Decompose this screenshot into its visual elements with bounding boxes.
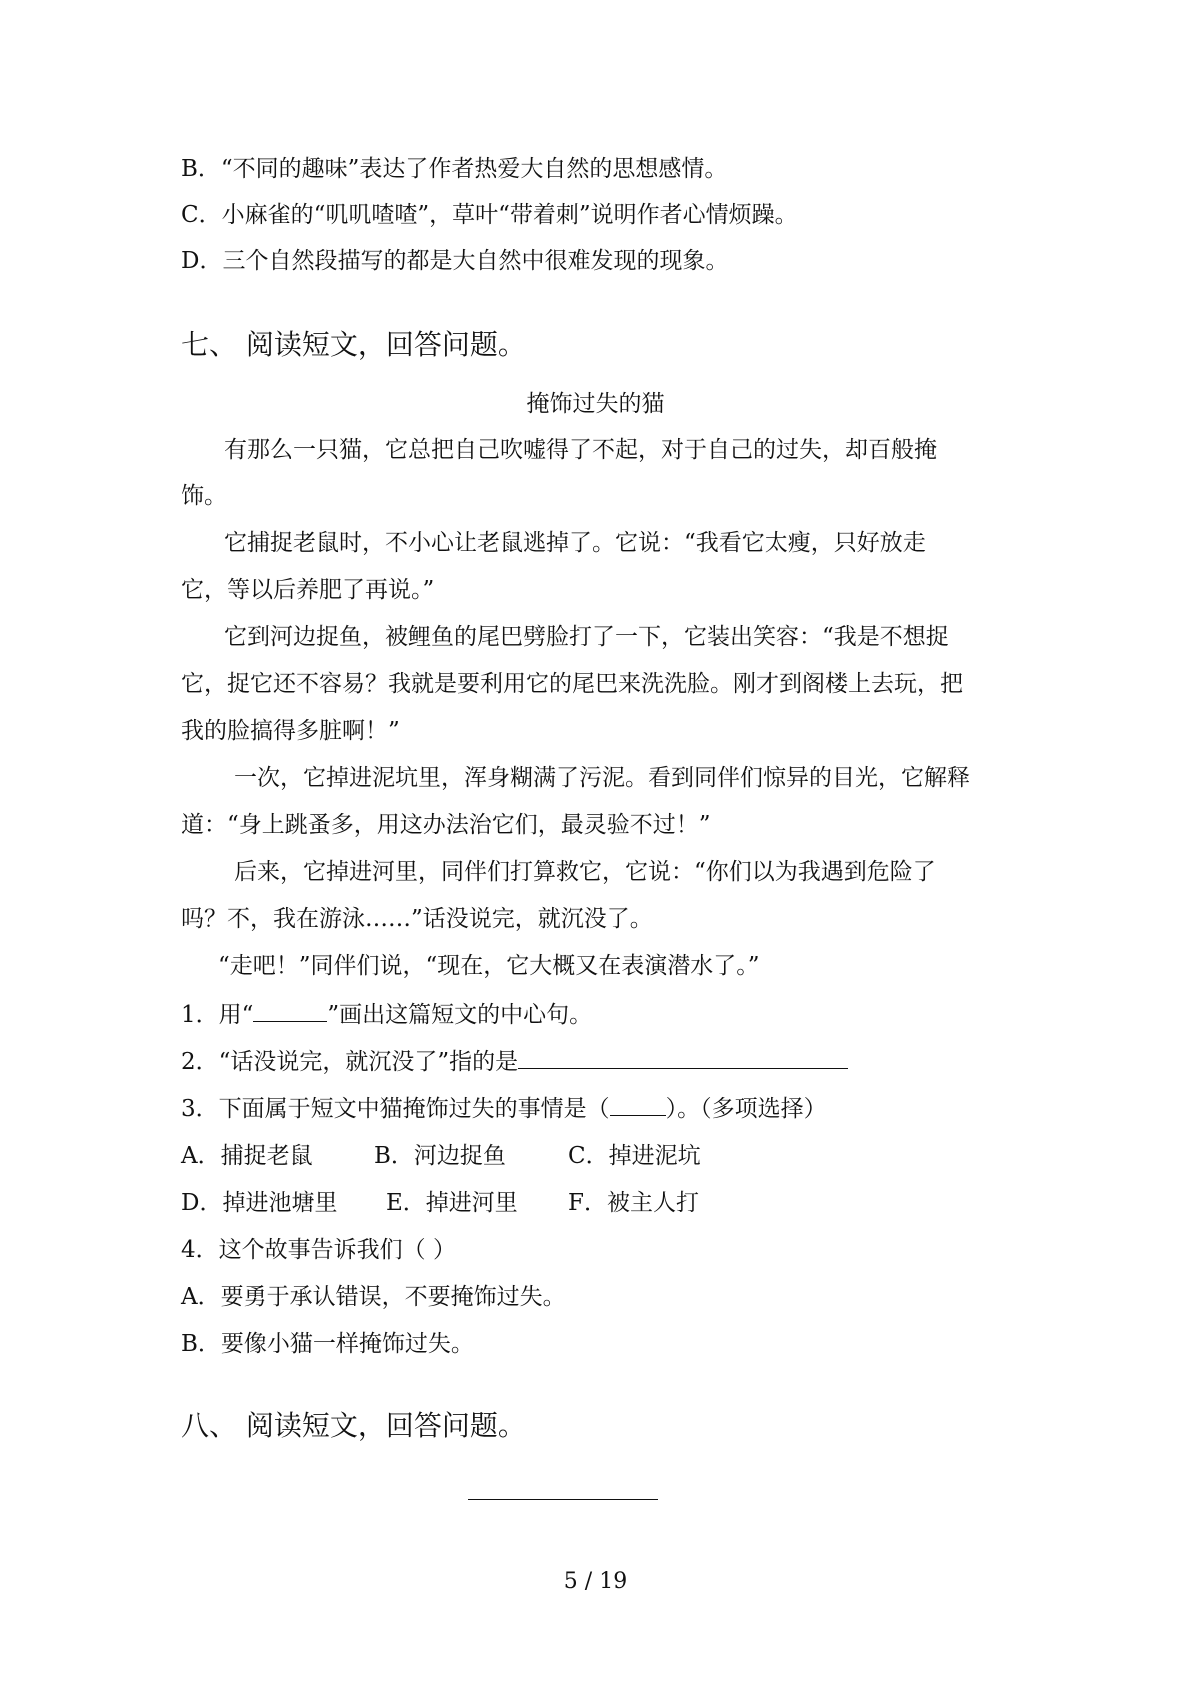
section-7-heading: 七、 阅读短文，回答问题。	[181, 328, 526, 361]
option-b-riverside-fishing: B．河边捉鱼	[374, 1143, 506, 1169]
story-line-10: 后来，它掉进河里，同伴们打算救它，它说：“你们以为我遇到危险了	[234, 859, 936, 885]
question-4-option-b: B．要像小猫一样掩饰过失。	[181, 1331, 474, 1357]
option-b: B．“不同的趣味”表达了作者热爱大自然的思想感情。	[181, 156, 728, 182]
story-line-1: 有那么一只猫，它总把自己吹嘘得了不起，对于自己的过失，却百般掩	[224, 437, 937, 463]
question-2-answer-blank[interactable]	[518, 1046, 848, 1069]
question-3-suffix: ）。（多项选择）	[665, 1096, 827, 1122]
story-line-6: 它，捉它还不容易？我就是要利用它的尾巴来洗洗脸。刚才到阁楼上去玩，把	[181, 671, 963, 697]
question-4-option-a: A．要勇于承认错误，不要掩饰过失。	[181, 1284, 566, 1310]
question-1-prefix: 1．用“	[181, 1002, 254, 1028]
story-line-11: 吗？不，我在游泳……”话没说完，就沉没了。	[181, 906, 653, 932]
footer-rule	[468, 1499, 658, 1500]
option-e-river: E．掉进河里	[386, 1190, 518, 1216]
question-4: 4．这个故事告诉我们（ ）	[181, 1237, 456, 1263]
question-2	[181, 1046, 848, 1077]
option-d-pond: D．掉进池塘里	[181, 1190, 338, 1216]
story-line-7: 我的脸搞得多脏啊！”	[181, 718, 400, 744]
story-line-9: 道：“身上跳蚤多，用这办法治它们，最灵验不过！”	[181, 812, 711, 838]
story-line-4: 它，等以后养肥了再说。”	[181, 577, 435, 603]
question-1-underline-sample	[253, 999, 327, 1022]
option-d: D．三个自然段描写的都是大自然中很难发现的现象。	[181, 248, 729, 274]
question-3-prefix: 3．下面属于短文中猫掩饰过失的事情是（	[181, 1096, 610, 1122]
option-f-beaten-by-owner: F．被主人打	[568, 1190, 699, 1216]
question-2-text: 2．“话没说完，就沉没了”指的是	[181, 1049, 519, 1075]
story-line-8: 一次，它掉进泥坑里，浑身糊满了污泥。看到同伴们惊异的目光，它解释	[234, 765, 970, 791]
question-1-suffix: ”画出这篇短文的中心句。	[327, 1002, 593, 1028]
question-3	[181, 1093, 827, 1124]
section-8-heading: 八、 阅读短文，回答问题。	[181, 1409, 526, 1442]
question-1	[181, 999, 592, 1030]
story-title: 掩饰过失的猫	[526, 391, 665, 417]
option-c: C．小麻雀的“叽叽喳喳”，草叶“带着刺”说明作者心情烦躁。	[181, 202, 798, 228]
question-3-options-row-1	[181, 1141, 701, 1171]
story-line-12: “走吧！”同伴们说，“现在，它大概又在表演潜水了。”	[218, 953, 760, 979]
question-3-answer-blank[interactable]	[610, 1093, 666, 1116]
page-number: 5 / 19	[563, 1569, 628, 1594]
question-3-options-row-2	[181, 1188, 699, 1218]
story-line-5: 它到河边捉鱼，被鲤鱼的尾巴劈脸打了一下，它装出笑容：“我是不想捉	[224, 624, 949, 650]
story-line-2: 饰。	[181, 483, 227, 509]
option-c-mud-pit: C．掉进泥坑	[568, 1143, 701, 1169]
story-line-3: 它捕捉老鼠时，不小心让老鼠逃掉了。它说：“我看它太瘦，只好放走	[224, 530, 926, 556]
option-a-catch-mouse: A．捕捉老鼠	[181, 1143, 313, 1169]
